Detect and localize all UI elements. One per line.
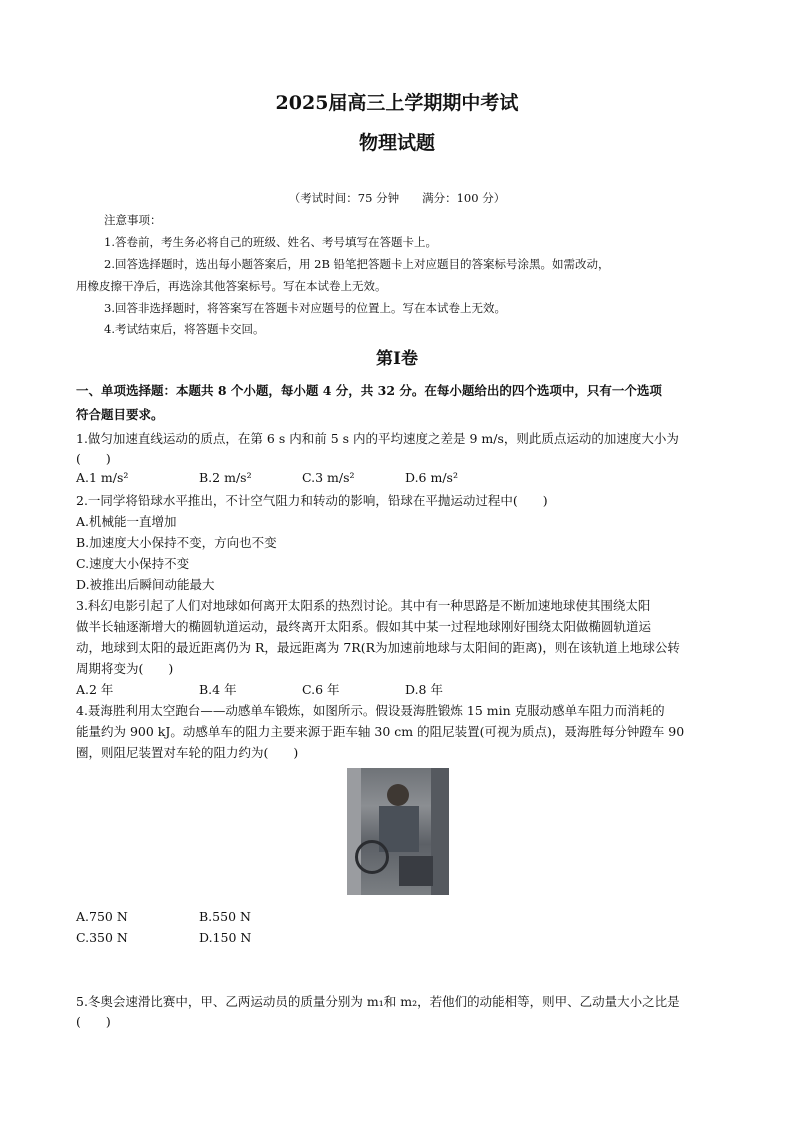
notes-item-2-line-1: 2.回答选择题时，选出每小题答案后，用 2B 铅笔把答题卡上对应题目的答案标号涂黑。如需改动，	[104, 257, 610, 271]
question-3-stem-line-3: 动，地球到太阳的最近距离仍为 R，最远距离为 7R(R为加速前地球与太阳间的距离)，则在该轨道上地球公转	[76, 640, 680, 655]
question-1-blank: ( )	[76, 451, 111, 466]
exam-title: 2025届高三上学期期中考试	[275, 92, 519, 114]
question-3-stem-line-1: 3.科幻电影引起了人们对地球如何离开太阳系的热烈讨论。其中有一种思路是不断加速地球使其围绕太阳	[76, 598, 651, 613]
question-1-option-c: C.3 m/s²	[302, 470, 355, 485]
question-3-option-b: B.4 年	[199, 682, 237, 697]
question-5-blank: ( )	[76, 1014, 111, 1029]
notes-item-4: 4.考试结束后，将答题卡交回。	[104, 322, 265, 336]
question-1-option-a: A.1 m/s²	[76, 470, 129, 485]
section-title: 第Ⅰ卷	[376, 349, 418, 369]
question-2-option-b: B.加速度大小保持不变，方向也不变	[76, 535, 277, 550]
question-4-option-d: D.150 N	[199, 930, 252, 945]
question-1-option-b: B.2 m/s²	[199, 470, 252, 485]
exam-subject: 物理试题	[358, 132, 435, 154]
notes-item-1: 1.答卷前，考生务必将自己的班级、姓名、考号填写在答题卡上。	[104, 235, 437, 249]
section-heading-line-1: 一、单项选择题：本题共 8 个小题，每小题 4 分，共 32 分。在每小题给出的四个选项中，只有一个选项	[76, 383, 662, 398]
question-4-option-a: A.750 N	[76, 909, 128, 924]
question-4-stem-line-2: 能量约为 900 kJ。动感单车的阻力主要来源于距车轴 30 cm 的阻尼装置(可视为质点)，聂海胜每分钟蹬车 90	[76, 724, 685, 739]
question-2-option-d: D.被推出后瞬间动能最大	[76, 577, 215, 592]
question-1-option-d: D.6 m/s²	[405, 470, 458, 485]
question-4-stem-line-3: 圈，则阻尼装置对车轮的阻力约为( )	[76, 745, 299, 760]
question-4-stem-line-1: 4.聂海胜利用太空跑台——动感单车锻炼，如图所示。假设聂海胜锻炼 15 min 克服动感单车阻力而消耗的	[76, 703, 665, 718]
question-3-option-c: C.6 年	[302, 682, 340, 697]
exam-info: （考试时间：75 分钟 满分：100 分）	[288, 191, 506, 205]
question-3-option-a: A.2 年	[76, 682, 114, 697]
question-3-option-d: D.8 年	[405, 682, 443, 697]
question-2-option-c: C.速度大小保持不变	[76, 556, 190, 571]
astronaut-exercise-photo	[347, 768, 449, 895]
notes-heading: 注意事项：	[104, 213, 162, 227]
question-4-option-c: C.350 N	[76, 930, 128, 945]
question-3-stem-line-4: 周期将变为( )	[76, 661, 174, 676]
section-heading-line-2: 符合题目要求。	[76, 407, 164, 422]
notes-item-3: 3.回答非选择题时，将答案写在答题卡对应题号的位置上。写在本试卷上无效。	[104, 301, 506, 315]
question-2-option-a: A.机械能一直增加	[76, 514, 177, 529]
question-5-stem: 5.冬奥会速滑比赛中，甲、乙两运动员的质量分别为 m₁和 m₂，若他们的动能相等，则甲、乙动量大小之比是	[76, 994, 680, 1009]
question-4-option-b: B.550 N	[199, 909, 251, 924]
question-3-stem-line-2: 做半长轴逐渐增大的椭圆轨道运动，最终离开太阳系。假如其中某一过程地球刚好围绕太阳做椭圆轨道运	[76, 619, 652, 634]
question-2-stem: 2.一同学将铅球水平推出，不计空气阻力和转动的影响，铅球在平抛运动过程中( )	[76, 493, 548, 508]
question-1-stem: 1.做匀加速直线运动的质点，在第 6 s 内和前 5 s 内的平均速度之差是 9 m/s，则此质点运动的加速度大小为	[76, 431, 679, 446]
notes-item-2-line-2: 用橡皮擦干净后，再选涂其他答案标号。写在本试卷上无效。	[76, 279, 387, 293]
